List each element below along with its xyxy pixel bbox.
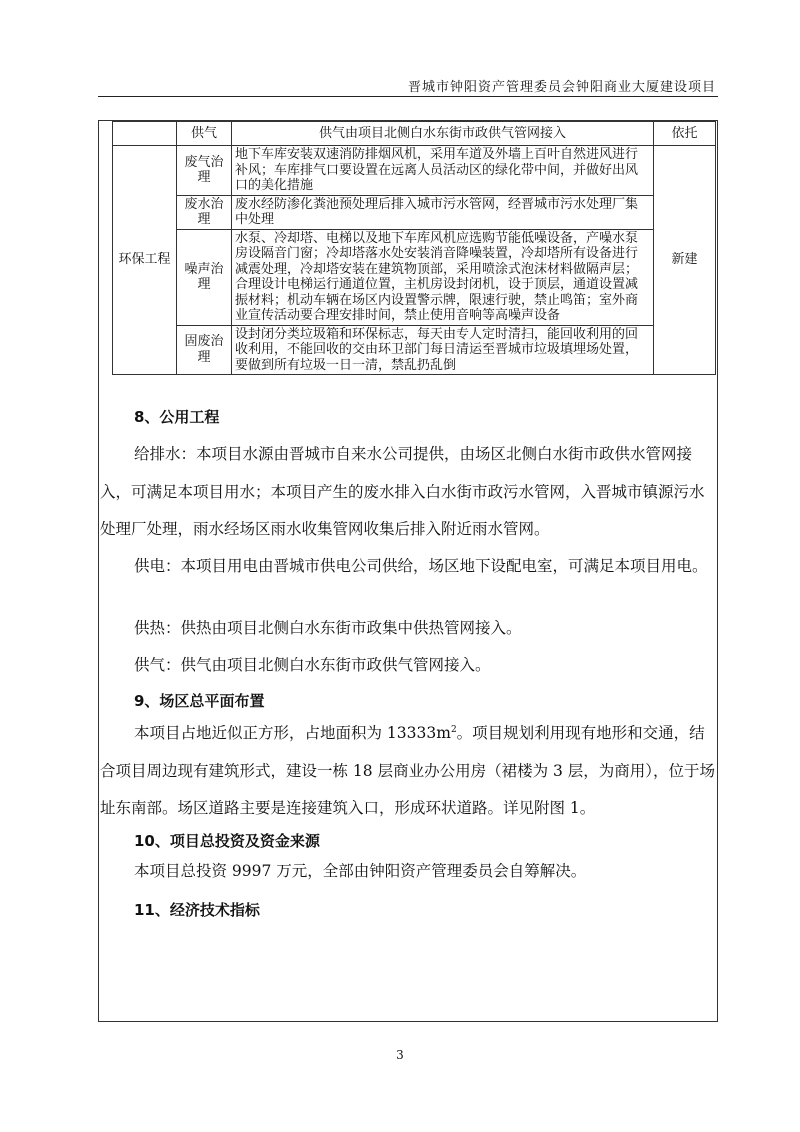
paragraph-power: 供电：本项目用电由晋城市供电公司供给，场区地下设配电室，可满足本项目用电。 <box>134 557 708 575</box>
table-cell: 噪声治理 <box>177 229 232 325</box>
table-cell: 供气 <box>177 122 232 146</box>
table-cell: 依托 <box>654 122 716 146</box>
table-cell: 固废治理 <box>177 325 232 375</box>
paragraph-layout <box>100 712 716 828</box>
table-cell: 地下车库安装双速消防排烟风机，采用车道及外墙上百叶自然进风进行补风；车库排气口要设置在远离人员活动区的绿化带中间，并做好出风口的美化措施 <box>232 146 654 196</box>
table-cell: 废气治理 <box>177 146 232 196</box>
table-cell <box>113 122 177 146</box>
section-heading: 10、项目总投资及资金来源 <box>134 832 320 850</box>
paragraph-investment: 本项目总投资 9997 万元，全部由钟阳资产管理委员会自筹解决。 <box>134 862 587 880</box>
paragraph-water: 给排水：本项目水源由晋城市自来水公司提供，由场区北侧白水街市政供水管网接入，可满足本项目用水；本项目产生的废水排入白水街市政污水管网，入晋城市镇源污水处理厂处理，雨水经场区雨水收集管网收集后排入附近雨水管网。 <box>100 445 705 538</box>
section-heading: 9、场区总平面布置 <box>134 692 265 710</box>
table-cell: 供气由项目北侧白水东街市政供气管网接入 <box>232 122 654 146</box>
section-heading: 8、公用工程 <box>134 408 220 426</box>
header-rule <box>98 96 718 97</box>
table-row <box>113 229 716 325</box>
section-heading: 11、经济技术指标 <box>134 901 260 919</box>
table-row <box>113 122 716 146</box>
page-header: 晋城市钟阳资产管理委员会钟阳商业大厦建设项目 <box>407 80 716 95</box>
table-row <box>113 325 716 375</box>
superscript: 2 <box>450 725 457 735</box>
table-cell: 新建 <box>654 146 716 375</box>
table-cell: 废水治理 <box>177 195 232 229</box>
paragraph-heat: 供热：供热由项目北侧白水东街市政集中供热管网接入。 <box>134 619 522 637</box>
table-cell: 设封闭分类垃圾箱和环保标志，每天由专人定时清扫，能回收利用的回收利用，不能回收的交由环卫部门每日清运至晋城市垃圾填埋场处置，要做到所有垃圾一日一清，禁乱扔乱倒 <box>232 325 654 375</box>
environmental-table <box>112 121 716 375</box>
table-cell: 废水经防渗化粪池预处理后排入城市污水管网，经晋城市污水处理厂集中处理 <box>232 195 654 229</box>
page-number: 3 <box>396 1048 404 1062</box>
table-cell: 水泵、冷却塔、电梯以及地下车库风机应选购节能低噪设备，产噪水泵房设隔音门窗；冷却塔落水处安装消音降噪装置，冷却塔所有设备进行减震处理，冷却塔安装在建筑物顶部，采用喷涂式泡沫材料做隔声层；合理设计电梯运行通道位置，主机房设封闭机，设于顶层，通道设置减振材料；机动车辆在场区内设置警示牌，限速行驶，禁止鸣笛；室外商业宣传活动要合理安排时间，禁止使用音响等高噪声设备 <box>232 229 654 325</box>
table-row <box>113 195 716 229</box>
table-cell: 环保工程 <box>113 146 177 375</box>
layout-text-a: 本项目占地近似正方形，占地面积为 13333m <box>134 724 451 743</box>
paragraph-gas: 供气：供气由项目北侧白水东街市政供气管网接入。 <box>134 656 491 674</box>
table-row <box>113 146 716 196</box>
layout-text-b: 。项目规划利用现有地形和交通，结合项目周边现有建筑形式，建设一栋 18 层商业办公用房（裙楼为 3 层，为商用），位于场址东南部。场区道路主要是连接建筑入口，形成环状道路。详见附图 1。 <box>100 724 716 818</box>
